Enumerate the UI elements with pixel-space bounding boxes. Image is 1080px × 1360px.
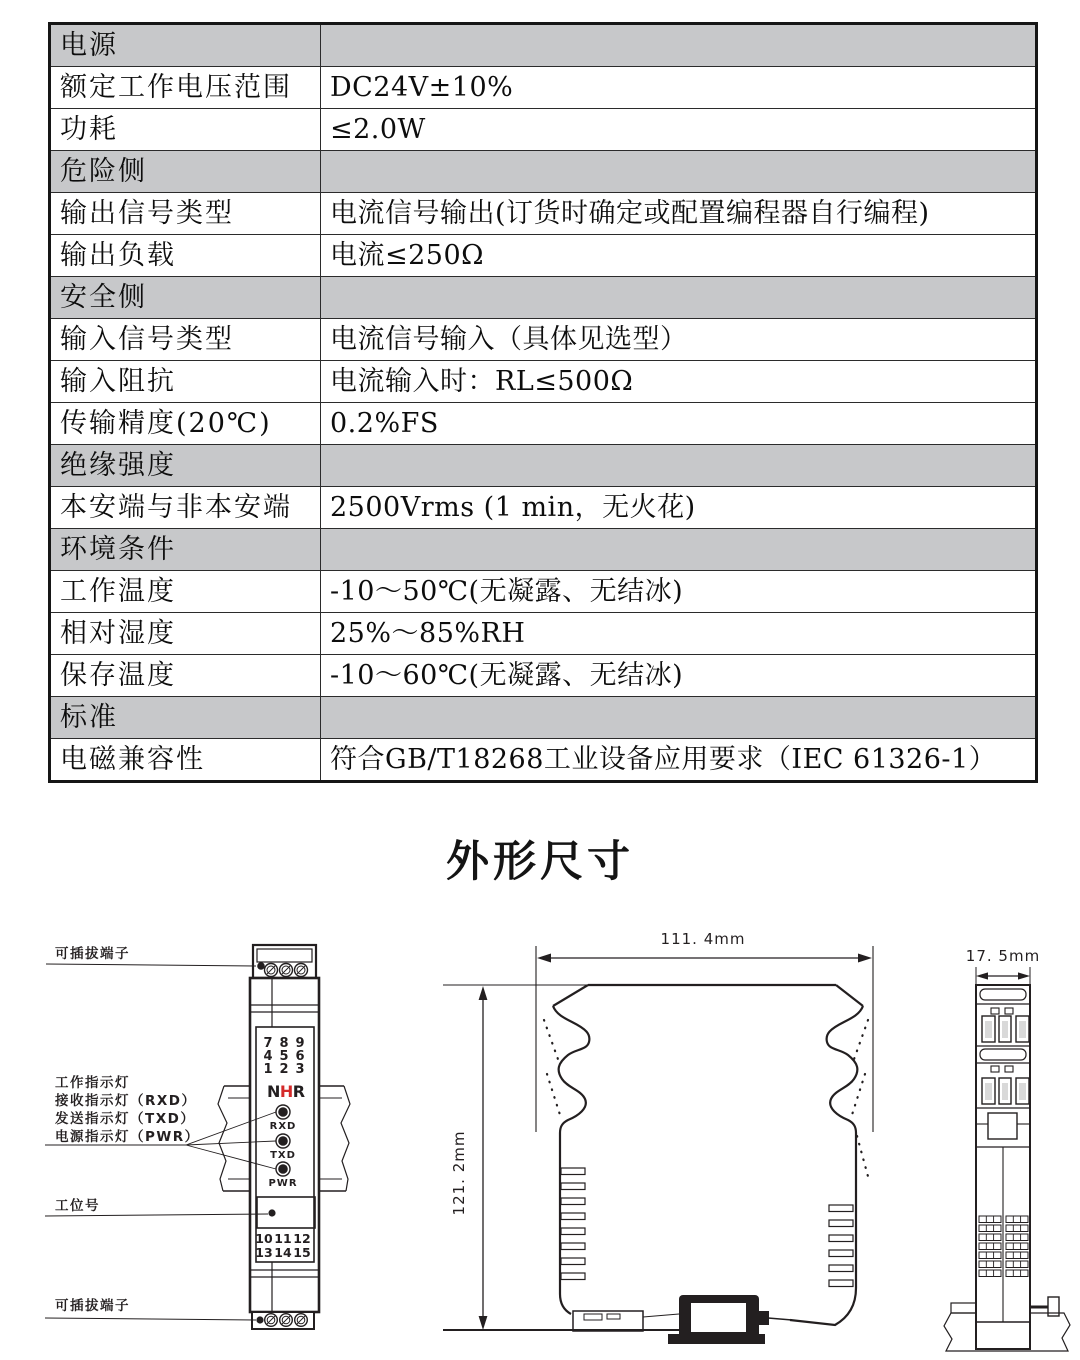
top-terminal-block xyxy=(253,945,316,978)
spec-value xyxy=(321,151,1037,193)
spec-label: 额定工作电压范围 xyxy=(50,67,321,109)
spec-value xyxy=(321,24,1037,67)
svg-text:7: 7 xyxy=(263,1036,273,1051)
callout-station: 工位号 xyxy=(55,1198,100,1214)
spec-label: 输出负载 xyxy=(50,235,321,277)
callouts xyxy=(45,945,276,1320)
nhr-logo: NHR xyxy=(267,1082,305,1101)
front-view-drawing xyxy=(40,930,400,1360)
table-row xyxy=(50,24,1037,67)
bottom-terminal-block xyxy=(252,1312,314,1329)
svg-text:9: 9 xyxy=(295,1036,305,1051)
svg-text:13: 13 xyxy=(255,1245,273,1260)
svg-text:3: 3 xyxy=(295,1062,305,1077)
dimensions-title: 外形尺寸 xyxy=(446,837,634,887)
table-row xyxy=(50,487,1037,529)
callout-txd-led: 发送指示灯（TXD） xyxy=(55,1111,196,1127)
spec-value: 电流信号输出(订货时确定或配置编程器自行编程) xyxy=(321,193,1037,235)
table-row xyxy=(50,277,1037,319)
din-latch xyxy=(573,1311,679,1331)
spec-label: 绝缘强度 xyxy=(50,445,321,487)
callout-pwr-led: 电源指示灯（PWR） xyxy=(55,1129,200,1145)
spec-value: DC24V±10% xyxy=(321,67,1037,109)
spec-label: 环境条件 xyxy=(50,529,321,571)
spec-value xyxy=(321,445,1037,487)
spec-value: 25%～85%RH xyxy=(321,613,1037,655)
spec-value: 电流信号输入（具体见选型） xyxy=(321,319,1037,361)
spec-value: -10～60℃(无凝露、无结冰) xyxy=(321,655,1037,697)
callout-work-led: 工作指示灯 xyxy=(55,1075,130,1091)
callout-rxd-led: 接收指示灯（RXD） xyxy=(55,1093,197,1109)
spec-label: 危险侧 xyxy=(50,151,321,193)
vent-slots xyxy=(561,1168,853,1287)
svg-text:11: 11 xyxy=(274,1231,292,1246)
depth-dim-label: 17. 5mm xyxy=(965,947,1041,965)
height-dim-label: 121. 2mm xyxy=(450,1130,468,1216)
spec-value: 电流≤250Ω xyxy=(321,235,1037,277)
table-row xyxy=(50,193,1037,235)
module-end-outline xyxy=(976,985,1030,1349)
spec-label: 功耗 xyxy=(50,109,321,151)
spec-value: 2500Vrms (1 min，无火花) xyxy=(321,487,1037,529)
table-row xyxy=(50,235,1037,277)
spec-value: -10～50℃(无凝露、无结冰) xyxy=(321,571,1037,613)
svg-text:14: 14 xyxy=(274,1245,292,1260)
spec-label: 输出信号类型 xyxy=(50,193,321,235)
spec-label: 相对湿度 xyxy=(50,613,321,655)
table-row xyxy=(50,319,1037,361)
spec-label: 工作温度 xyxy=(50,571,321,613)
table-row xyxy=(50,361,1037,403)
spec-value: ≤2.0W xyxy=(321,109,1037,151)
width-dim-label: 111. 4mm xyxy=(660,930,746,948)
end-view-drawing xyxy=(925,930,1080,1356)
pwr-led-label: PWR xyxy=(268,1178,298,1189)
spec-label: 输入信号类型 xyxy=(50,319,321,361)
table-row xyxy=(50,529,1037,571)
spec-value xyxy=(321,697,1037,739)
spec-label: 安全侧 xyxy=(50,277,321,319)
module-side-outline xyxy=(443,985,869,1344)
svg-text:4: 4 xyxy=(263,1049,273,1064)
table-row xyxy=(50,739,1037,782)
height-dimension xyxy=(443,985,590,1330)
table-row xyxy=(50,613,1037,655)
svg-text:10: 10 xyxy=(255,1231,273,1246)
rxd-led-label: RXD xyxy=(269,1121,297,1132)
table-row xyxy=(50,571,1037,613)
spec-value xyxy=(321,529,1037,571)
svg-text:2: 2 xyxy=(279,1062,289,1077)
svg-text:12: 12 xyxy=(293,1231,311,1246)
svg-text:6: 6 xyxy=(295,1049,305,1064)
table-row xyxy=(50,109,1037,151)
spec-label: 电源 xyxy=(50,24,321,67)
rail-clip xyxy=(668,1295,769,1344)
svg-text:15: 15 xyxy=(293,1245,311,1260)
spec-value: 电流输入时：RL≤500Ω xyxy=(321,361,1037,403)
spec-label: 传输精度(20℃) xyxy=(50,403,321,445)
spec-value xyxy=(321,277,1037,319)
callout-bottom-terminal: 可插拔端子 xyxy=(55,1298,130,1314)
svg-text:8: 8 xyxy=(279,1036,289,1051)
table-row xyxy=(50,151,1037,193)
table-row xyxy=(50,445,1037,487)
terminal-numbers-top xyxy=(263,1036,304,1077)
table-row xyxy=(50,403,1037,445)
side-view-drawing xyxy=(430,920,910,1350)
table-row xyxy=(50,67,1037,109)
spec-value: 0.2%FS xyxy=(321,403,1037,445)
spec-label: 标准 xyxy=(50,697,321,739)
depth-dimension xyxy=(966,947,1040,990)
spec-label: 保存温度 xyxy=(50,655,321,697)
terminal-numbers-bottom xyxy=(255,1231,310,1260)
spec-value: 符合GB/T18268工业设备应用要求（IEC 61326-1） xyxy=(321,739,1037,782)
spec-table xyxy=(48,22,1038,783)
spec-label: 本安端与非本安端 xyxy=(50,487,321,529)
svg-text:1: 1 xyxy=(263,1062,273,1077)
callout-top-terminal: 可插拔端子 xyxy=(55,946,130,962)
table-row xyxy=(50,655,1037,697)
table-row xyxy=(50,697,1037,739)
spec-label: 输入阻抗 xyxy=(50,361,321,403)
spec-label: 电磁兼容性 xyxy=(50,739,321,782)
svg-text:5: 5 xyxy=(279,1049,289,1064)
txd-led-label: TXD xyxy=(270,1150,296,1161)
